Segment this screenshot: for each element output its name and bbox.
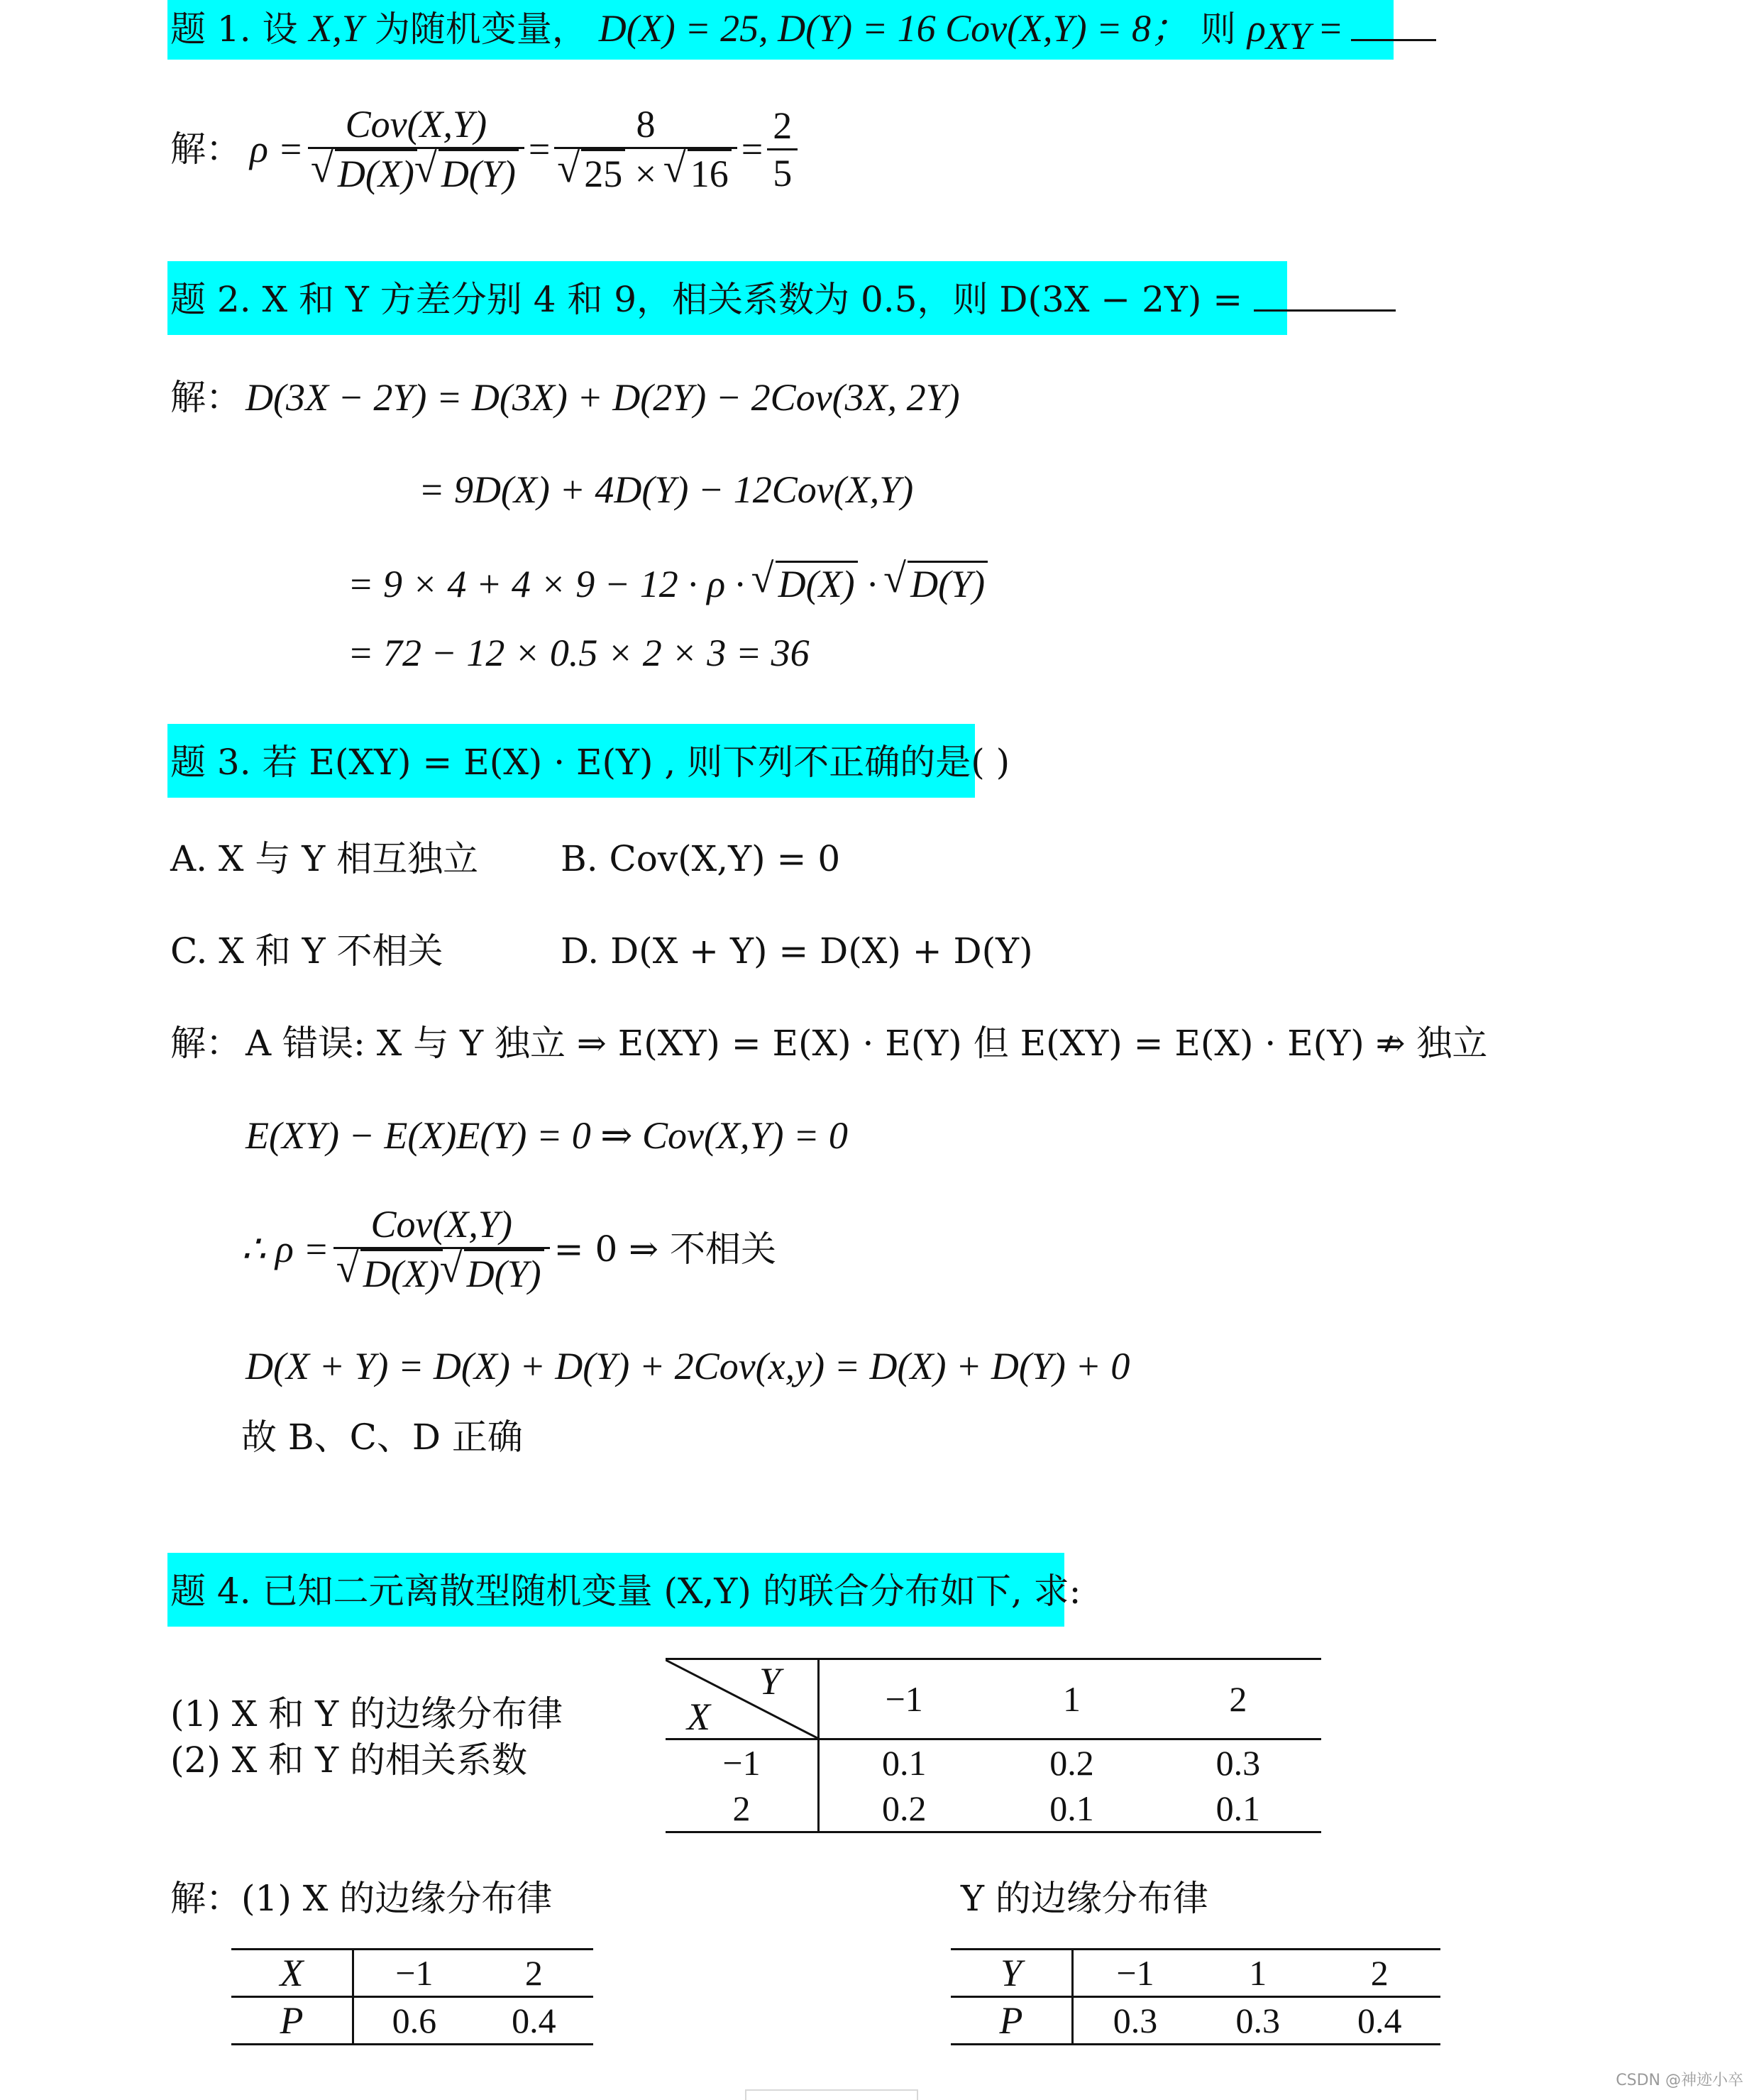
q1-eq-2: = [741,128,763,170]
q3-sol-frac-den-a: √ D(X) [360,1249,443,1297]
joint-row [666,1786,1321,1832]
q4-text: 已知二元离散型随机变量 (X,Y) 的联合分布如下, 求: [262,1571,1081,1612]
x-marginal-head: X [231,1950,353,1997]
q2-sol-line1: D(3X − 2Y) = D(3X) + D(2Y) − 2Cov(3X, 2Y) [246,376,960,419]
joint-cell: 0.1 [1215,1788,1261,1828]
joint-cell: 0.1 [1049,1788,1094,1828]
q3-sol-line1 [246,1022,1487,1065]
q1-vars: X,Y [309,7,363,50]
y-marginal-prob: 0.3 [1235,2001,1281,2040]
x-marginal-value: 2 [524,1953,543,1993]
x-marginal-table [231,1948,593,2045]
q3-option-d: D. D(X + Y) = D(X) + D(Y) [561,930,1033,972]
joint-y-value: 1 [1063,1679,1081,1719]
q1-sol-rho: ρ = [250,128,304,170]
q2-sol-line3 [348,561,988,605]
y-marginal-table [951,1948,1440,2045]
q4-question [170,1570,1081,1612]
q4-sol-label: 解：(1) X 的边缘分布律 [170,1878,553,1919]
q1-solution [170,92,802,206]
q3-question [170,741,1010,784]
q1-frac1-num: Cov(X,Y) [308,101,524,149]
joint-distribution-table [666,1658,1321,1833]
q2-answer-blank [1254,278,1396,312]
q3-sol-line3-a: ∴ ρ = [241,1228,329,1270]
q1-frac1-den [308,149,524,197]
joint-x-value: 2 [666,1786,819,1832]
q2-sol-line4: = 72 − 12 × 0.5 × 2 × 3 = 36 [348,632,810,674]
q2-line3-b: √ D(X) [776,561,858,605]
x-marginal-prob: 0.4 [512,2001,556,2040]
x-marginal-prob-row [231,1997,593,2045]
q1-eq: = [1310,7,1352,50]
q4-part2: (2) X 和 Y 的相关系数 [170,1739,528,1781]
q3-sol-line5: 故 B、C、D 正确 [241,1417,523,1458]
q3-option-b: B. Cov(X,Y) = 0 [561,838,841,879]
q4-part1: (1) X 和 Y 的边缘分布律 [170,1693,563,1735]
q2-sol-label: 解： [170,377,241,418]
joint-cell: 0.1 [881,1743,927,1783]
q3-not-implies: ⇏ [1375,1023,1406,1064]
x-marginal-value: −1 [395,1953,434,1993]
q2-line3-dot: · [857,563,887,605]
q3-sol-fraction [333,1202,550,1297]
q1-frac2-den-a: √ 25 [581,149,625,197]
q1-frac2-times: × [625,153,666,195]
joint-cell: 0.2 [1049,1743,1094,1783]
q1-rho: ρ [1247,7,1266,50]
q3-sol-frac-num: Cov(X,Y) [333,1202,550,1249]
q1-frac2-den-b: √ 16 [688,149,732,197]
joint-row [666,1739,1321,1786]
joint-y-value: 2 [1229,1679,1247,1719]
q1-solution-label: 解： [170,128,241,170]
q2-label: 题 2. [170,279,251,320]
joint-y-value: −1 [885,1679,923,1719]
q3-sol-frac-den [333,1249,550,1297]
y-marginal-value-row [951,1950,1440,1997]
q1-question [170,7,1436,57]
q3-sol-line1-a: A 错误: X 与 Y 独立 ⇒ E(XY) = E(X) · E(Y) 但 E(XY) = E(X) · E(Y) [246,1023,1376,1064]
q1-text-c: 则 [1200,9,1236,50]
q3-sol-line3 [241,1192,776,1306]
q1-given: D(X) = 25, D(Y) = 16 Cov(X,Y) = 8； [598,7,1189,50]
q1-text-b: 为随机变量， [374,9,588,50]
q3-text: 若 E(XY) = E(X) · E(Y) , 则下列不正确的是( ) [262,742,1010,783]
joint-corner-x: X [687,1695,710,1738]
y-marginal-value: 1 [1249,1953,1267,1993]
x-marginal-prob: 0.6 [392,2001,437,2040]
y-marginal-prob: 0.3 [1113,2001,1158,2040]
joint-header-row [666,1659,1321,1739]
q1-eq-1: = [528,128,551,170]
q1-frac1-den-b: √ D(Y) [439,149,519,197]
y-marginal-value: −1 [1116,1953,1154,1993]
q3-option-a: A. X 与 Y 相互独立 [170,838,479,879]
joint-x-value: −1 [666,1739,819,1786]
q1-frac3-num: 2 [767,103,798,150]
q2-line3-c: √ D(Y) [908,561,988,605]
q1-fraction-3 [767,103,798,196]
q2-sol-line2: = 9D(X) + 4D(Y) − 12Cov(X,Y) [419,468,914,511]
joint-cell: 0.3 [1215,1743,1261,1783]
q1-frac1-den-a: √ D(X) [335,149,417,197]
y-marginal-value: 2 [1370,1953,1389,1993]
y-marginal-prob-row [951,1997,1440,2045]
q3-option-c: C. X 和 Y 不相关 [170,930,443,972]
joint-corner-y: Y [759,1660,781,1703]
joint-cell: 0.2 [881,1788,927,1828]
q1-answer-blank [1351,8,1436,41]
q3-sol-line4: D(X + Y) = D(X) + D(Y) + 2Cov(x,y) = D(X) + D(Y) + 0 [246,1345,1130,1387]
q1-label: 题 1. [170,9,251,50]
joint-corner-cell [666,1659,819,1739]
q1-text-a: 设 [262,9,298,50]
y-marginal-prob: 0.4 [1357,2001,1402,2040]
q2-text: X 和 Y 方差分别 4 和 9，相关系数为 0.5，则 D(3X − 2Y) = [262,279,1243,320]
q1-fraction-2 [554,101,737,197]
q3-sol-line3-b: = 0 ⇒ 不相关 [553,1228,776,1270]
q4-label: 题 4. [170,1571,251,1612]
q3-sol-frac-den-b: √ D(Y) [464,1249,544,1297]
y-marginal-p-head: P [951,1997,1073,2045]
q1-fraction-1 [308,101,524,197]
x-marginal-value-row [231,1950,593,1997]
y-marginal-head: Y [951,1950,1073,1997]
x-marginal-p-head: P [231,1997,353,2045]
q1-rho-sub: XY [1265,15,1311,57]
watermark: CSDN @神迹小卒 [1616,2072,1743,2089]
q3-label: 题 3. [170,742,251,783]
q3-sol-label: 解： [170,1023,241,1064]
q1-frac2-num: 8 [554,101,737,149]
q1-frac2-den [554,149,737,197]
q2-question [170,278,1396,321]
q4-sol-y-label: Y 的边缘分布律 [961,1878,1208,1919]
q1-frac3-den: 5 [773,151,793,194]
q3-sol-line2: E(XY) − E(X)E(Y) = 0 ⇒ Cov(X,Y) = 0 [246,1114,848,1157]
q2-line3-a: = 9 × 4 + 4 × 9 − 12 · ρ · [348,563,754,605]
q3-sol-line1-b: 独立 [1405,1023,1488,1064]
